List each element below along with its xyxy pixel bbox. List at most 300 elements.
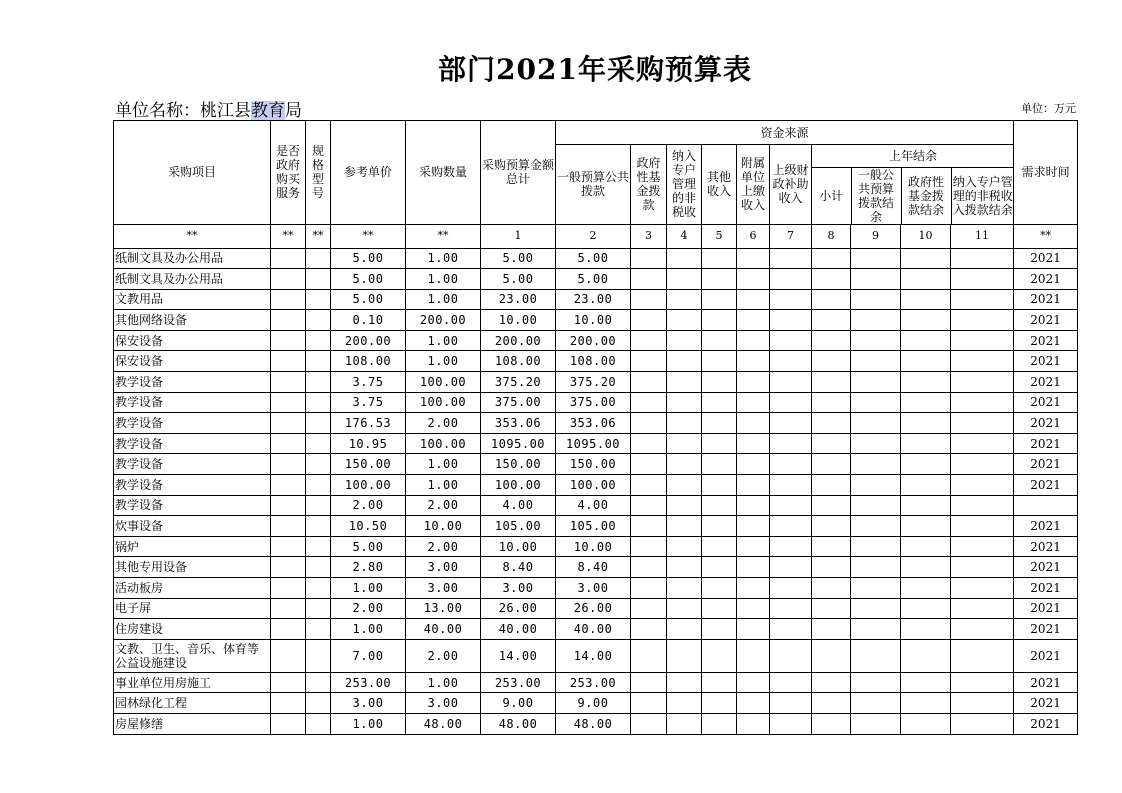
cell-item: 锅炉 — [114, 536, 271, 557]
cell-empty — [702, 536, 737, 557]
cell-empty — [737, 536, 770, 557]
cell-empty — [851, 598, 901, 619]
cell-empty — [702, 454, 737, 475]
cell-empty — [631, 578, 667, 599]
cell-empty — [901, 454, 951, 475]
cell-total: 375.00 — [481, 392, 556, 413]
cell-empty — [812, 495, 851, 516]
cell-empty — [770, 310, 812, 331]
header-gov-service: 是否政府购买服务 — [271, 121, 306, 225]
cell-general-budget: 5.00 — [556, 269, 631, 290]
cell-empty — [812, 557, 851, 578]
cell-empty — [812, 413, 851, 434]
cell-empty — [631, 536, 667, 557]
cell-unit-price: 108.00 — [331, 351, 406, 372]
cell-total: 10.00 — [481, 536, 556, 557]
cell-spec — [306, 536, 331, 557]
cell-general-budget: 14.00 — [556, 639, 631, 672]
table-row — [114, 433, 1078, 454]
cell-empty — [770, 598, 812, 619]
cell-empty — [702, 639, 737, 672]
cell-empty — [770, 619, 812, 640]
cell-gov-service — [271, 557, 306, 578]
cell-empty — [737, 392, 770, 413]
cell-gov-service — [271, 475, 306, 496]
cell-unit-price: 1.00 — [331, 619, 406, 640]
index-cell: ** — [406, 224, 481, 248]
index-row — [114, 224, 1078, 248]
cell-empty — [951, 536, 1014, 557]
cell-empty — [851, 578, 901, 599]
cell-empty — [737, 351, 770, 372]
cell-need-time: 2021 — [1014, 639, 1078, 672]
cell-gov-service — [271, 433, 306, 454]
cell-total: 23.00 — [481, 289, 556, 310]
cell-empty — [702, 330, 737, 351]
cell-empty — [667, 713, 702, 734]
cell-spec — [306, 392, 331, 413]
cell-empty — [667, 672, 702, 693]
cell-need-time: 2021 — [1014, 372, 1078, 393]
cell-unit-price: 5.00 — [331, 289, 406, 310]
table-row — [114, 413, 1078, 434]
cell-general-budget: 23.00 — [556, 289, 631, 310]
cell-total: 5.00 — [481, 269, 556, 290]
cell-empty — [631, 516, 667, 537]
index-cell: 9 — [851, 224, 901, 248]
cell-empty — [770, 693, 812, 714]
cell-empty — [851, 392, 901, 413]
cell-empty — [812, 693, 851, 714]
cell-gov-service — [271, 310, 306, 331]
cell-empty — [667, 598, 702, 619]
cell-need-time — [1014, 495, 1078, 516]
cell-empty — [667, 578, 702, 599]
header-gov-fund-balance: 政府性基金拨款结余 — [901, 167, 951, 224]
cell-item: 电子屏 — [114, 598, 271, 619]
cell-empty — [702, 248, 737, 269]
cell-empty — [951, 433, 1014, 454]
cell-need-time: 2021 — [1014, 392, 1078, 413]
cell-general-budget: 200.00 — [556, 330, 631, 351]
cell-empty — [631, 433, 667, 454]
cell-unit-price: 1.00 — [331, 713, 406, 734]
unit-name — [115, 96, 302, 121]
cell-empty — [631, 413, 667, 434]
header-gov-fund: 政府性基金拨款 — [631, 145, 667, 225]
cell-gov-service — [271, 672, 306, 693]
cell-empty — [901, 392, 951, 413]
cell-general-budget: 10.00 — [556, 536, 631, 557]
cell-empty — [667, 433, 702, 454]
table-row — [114, 330, 1078, 351]
cell-empty — [901, 713, 951, 734]
cell-need-time: 2021 — [1014, 557, 1078, 578]
cell-empty — [702, 557, 737, 578]
index-cell: 1 — [481, 224, 556, 248]
cell-quantity: 2.00 — [406, 536, 481, 557]
cell-empty — [631, 619, 667, 640]
cell-spec — [306, 413, 331, 434]
cell-unit-price: 150.00 — [331, 454, 406, 475]
cell-total: 26.00 — [481, 598, 556, 619]
cell-empty — [737, 693, 770, 714]
index-cell: 4 — [667, 224, 702, 248]
cell-empty — [901, 289, 951, 310]
cell-unit-price: 176.53 — [331, 413, 406, 434]
cell-empty — [951, 495, 1014, 516]
cell-total: 3.00 — [481, 578, 556, 599]
cell-quantity: 3.00 — [406, 557, 481, 578]
table-row — [114, 578, 1078, 599]
cell-general-budget: 4.00 — [556, 495, 631, 516]
cell-need-time: 2021 — [1014, 619, 1078, 640]
cell-gov-service — [271, 392, 306, 413]
cell-empty — [667, 495, 702, 516]
table-row — [114, 372, 1078, 393]
cell-empty — [851, 351, 901, 372]
cell-gov-service — [271, 372, 306, 393]
cell-empty — [631, 693, 667, 714]
cell-need-time: 2021 — [1014, 269, 1078, 290]
cell-item: 教学设备 — [114, 433, 271, 454]
cell-empty — [851, 495, 901, 516]
cell-item: 教学设备 — [114, 372, 271, 393]
cell-empty — [702, 289, 737, 310]
header-other-income: 其他收入 — [702, 145, 737, 225]
cell-empty — [631, 713, 667, 734]
cell-quantity: 1.00 — [406, 269, 481, 290]
cell-empty — [667, 557, 702, 578]
cell-empty — [702, 269, 737, 290]
cell-empty — [702, 413, 737, 434]
cell-empty — [812, 392, 851, 413]
cell-unit-price: 10.95 — [331, 433, 406, 454]
cell-empty — [737, 516, 770, 537]
cell-gov-service — [271, 351, 306, 372]
cell-gov-service — [271, 248, 306, 269]
cell-quantity: 100.00 — [406, 433, 481, 454]
cell-empty — [812, 578, 851, 599]
cell-need-time: 2021 — [1014, 598, 1078, 619]
index-cell: 7 — [770, 224, 812, 248]
header-quantity: 采购数量 — [406, 121, 481, 225]
cell-item: 住房建设 — [114, 619, 271, 640]
index-cell: ** — [114, 224, 271, 248]
cell-total: 10.00 — [481, 310, 556, 331]
cell-empty — [631, 310, 667, 331]
cell-need-time: 2021 — [1014, 330, 1078, 351]
cell-quantity: 2.00 — [406, 639, 481, 672]
cell-spec — [306, 351, 331, 372]
cell-empty — [901, 372, 951, 393]
cell-empty — [770, 639, 812, 672]
table-row — [114, 495, 1078, 516]
cell-quantity: 1.00 — [406, 330, 481, 351]
table-row — [114, 713, 1078, 734]
cell-total: 150.00 — [481, 454, 556, 475]
cell-empty — [737, 269, 770, 290]
cell-empty — [631, 454, 667, 475]
cell-total: 4.00 — [481, 495, 556, 516]
table-row — [114, 310, 1078, 331]
cell-empty — [737, 557, 770, 578]
cell-empty — [951, 598, 1014, 619]
cell-empty — [702, 433, 737, 454]
procurement-budget-table — [113, 120, 1078, 735]
cell-empty — [901, 269, 951, 290]
unit-name-suffix: 局 — [285, 101, 302, 121]
cell-empty — [667, 269, 702, 290]
cell-empty — [951, 578, 1014, 599]
cell-quantity: 1.00 — [406, 351, 481, 372]
cell-empty — [702, 619, 737, 640]
cell-empty — [770, 269, 812, 290]
cell-empty — [901, 433, 951, 454]
cell-empty — [667, 619, 702, 640]
cell-item: 活动板房 — [114, 578, 271, 599]
table-row — [114, 557, 1078, 578]
cell-need-time: 2021 — [1014, 310, 1078, 331]
cell-empty — [737, 672, 770, 693]
cell-need-time: 2021 — [1014, 351, 1078, 372]
cell-empty — [851, 289, 901, 310]
cell-empty — [901, 693, 951, 714]
cell-spec — [306, 269, 331, 290]
cell-spec — [306, 672, 331, 693]
cell-empty — [901, 639, 951, 672]
cell-empty — [951, 672, 1014, 693]
cell-empty — [702, 672, 737, 693]
cell-empty — [702, 713, 737, 734]
cell-empty — [770, 248, 812, 269]
cell-empty — [667, 289, 702, 310]
cell-total: 5.00 — [481, 248, 556, 269]
cell-total: 1095.00 — [481, 433, 556, 454]
cell-empty — [667, 413, 702, 434]
cell-spec — [306, 248, 331, 269]
cell-general-budget: 375.20 — [556, 372, 631, 393]
cell-item: 其他专用设备 — [114, 557, 271, 578]
cell-empty — [901, 248, 951, 269]
cell-total: 100.00 — [481, 475, 556, 496]
cell-empty — [812, 310, 851, 331]
cell-total: 8.40 — [481, 557, 556, 578]
cell-empty — [737, 639, 770, 672]
cell-empty — [770, 578, 812, 599]
index-cell: 3 — [631, 224, 667, 248]
cell-empty — [951, 310, 1014, 331]
cell-empty — [770, 516, 812, 537]
cell-gov-service — [271, 713, 306, 734]
cell-empty — [631, 392, 667, 413]
cell-item: 教学设备 — [114, 454, 271, 475]
cell-unit-price: 0.10 — [331, 310, 406, 331]
cell-empty — [812, 351, 851, 372]
cell-need-time: 2021 — [1014, 672, 1078, 693]
cell-empty — [631, 475, 667, 496]
index-cell: ** — [331, 224, 406, 248]
cell-empty — [667, 454, 702, 475]
header-spec: 规格型号 — [306, 121, 331, 225]
last-year-subtable — [812, 145, 1014, 224]
cell-empty — [631, 248, 667, 269]
cell-empty — [812, 598, 851, 619]
table-row — [114, 619, 1078, 640]
cell-empty — [631, 372, 667, 393]
cell-quantity: 1.00 — [406, 475, 481, 496]
cell-empty — [901, 413, 951, 434]
cell-empty — [812, 330, 851, 351]
cell-total: 253.00 — [481, 672, 556, 693]
cell-general-budget: 9.00 — [556, 693, 631, 714]
cell-need-time: 2021 — [1014, 289, 1078, 310]
table-row — [114, 248, 1078, 269]
cell-empty — [851, 713, 901, 734]
cell-unit-price: 5.00 — [331, 536, 406, 557]
cell-empty — [951, 475, 1014, 496]
cell-empty — [770, 672, 812, 693]
cell-empty — [901, 598, 951, 619]
cell-empty — [770, 713, 812, 734]
header-subtotal: 小计 — [812, 167, 851, 224]
cell-spec — [306, 372, 331, 393]
cell-empty — [770, 433, 812, 454]
cell-empty — [812, 269, 851, 290]
cell-general-budget: 1095.00 — [556, 433, 631, 454]
cell-empty — [770, 413, 812, 434]
cell-total: 40.00 — [481, 619, 556, 640]
cell-empty — [851, 516, 901, 537]
cell-empty — [770, 351, 812, 372]
unit-name-prefix: 单位名称：桃江县 — [115, 101, 251, 121]
cell-empty — [901, 351, 951, 372]
cell-empty — [812, 516, 851, 537]
cell-empty — [851, 269, 901, 290]
cell-empty — [737, 598, 770, 619]
cell-empty — [851, 372, 901, 393]
cell-empty — [631, 672, 667, 693]
cell-empty — [951, 269, 1014, 290]
cell-general-budget: 108.00 — [556, 351, 631, 372]
cell-empty — [851, 536, 901, 557]
table-row — [114, 351, 1078, 372]
cell-item: 教学设备 — [114, 392, 271, 413]
cell-empty — [737, 433, 770, 454]
cell-item: 教学设备 — [114, 495, 271, 516]
table-row — [114, 693, 1078, 714]
cell-empty — [737, 413, 770, 434]
cell-item: 纸制文具及办公用品 — [114, 248, 271, 269]
cell-spec — [306, 330, 331, 351]
unit-name-highlight[interactable]: 教育 — [251, 101, 285, 121]
cell-need-time: 2021 — [1014, 475, 1078, 496]
cell-empty — [770, 495, 812, 516]
cell-general-budget: 253.00 — [556, 672, 631, 693]
cell-item: 文教、卫生、音乐、体育等公益设施建设 — [114, 639, 271, 672]
cell-empty — [851, 672, 901, 693]
cell-general-budget: 26.00 — [556, 598, 631, 619]
cell-spec — [306, 578, 331, 599]
cell-empty — [667, 351, 702, 372]
cell-empty — [812, 433, 851, 454]
cell-gov-service — [271, 619, 306, 640]
cell-spec — [306, 495, 331, 516]
cell-general-budget: 5.00 — [556, 248, 631, 269]
cell-empty — [770, 392, 812, 413]
cell-quantity: 10.00 — [406, 516, 481, 537]
header-affiliate: 附属单位上缴收入 — [737, 145, 770, 225]
table-row — [114, 536, 1078, 557]
cell-empty — [770, 372, 812, 393]
cell-empty — [851, 693, 901, 714]
cell-empty — [901, 619, 951, 640]
cell-general-budget: 105.00 — [556, 516, 631, 537]
cell-gov-service — [271, 330, 306, 351]
cell-quantity: 1.00 — [406, 248, 481, 269]
cell-empty — [667, 475, 702, 496]
table-row — [114, 598, 1078, 619]
cell-item: 教学设备 — [114, 475, 271, 496]
cell-empty — [851, 639, 901, 672]
header-superior: 上级财政补助收入 — [770, 145, 812, 225]
cell-empty — [951, 330, 1014, 351]
cell-empty — [951, 516, 1014, 537]
cell-quantity: 1.00 — [406, 454, 481, 475]
cell-quantity: 2.00 — [406, 495, 481, 516]
cell-total: 375.20 — [481, 372, 556, 393]
cell-unit-price: 3.00 — [331, 693, 406, 714]
cell-spec — [306, 433, 331, 454]
cell-empty — [770, 330, 812, 351]
cell-item: 炊事设备 — [114, 516, 271, 537]
index-cell: ** — [306, 224, 331, 248]
index-cell: 10 — [901, 224, 951, 248]
cell-item: 保安设备 — [114, 351, 271, 372]
cell-empty — [951, 372, 1014, 393]
cell-empty — [667, 310, 702, 331]
cell-empty — [901, 536, 951, 557]
cell-gov-service — [271, 454, 306, 475]
table-row — [114, 289, 1078, 310]
cell-empty — [667, 330, 702, 351]
cell-quantity: 48.00 — [406, 713, 481, 734]
cell-general-budget: 100.00 — [556, 475, 631, 496]
cell-empty — [901, 330, 951, 351]
cell-empty — [702, 598, 737, 619]
cell-empty — [901, 557, 951, 578]
cell-spec — [306, 475, 331, 496]
cell-empty — [737, 578, 770, 599]
cell-empty — [667, 693, 702, 714]
cell-gov-service — [271, 598, 306, 619]
cell-empty — [737, 713, 770, 734]
cell-empty — [631, 330, 667, 351]
table-row — [114, 516, 1078, 537]
header-fund-source: 资金来源 — [556, 121, 1014, 145]
cell-empty — [951, 693, 1014, 714]
table-row — [114, 454, 1078, 475]
cell-total: 48.00 — [481, 713, 556, 734]
cell-need-time: 2021 — [1014, 536, 1078, 557]
cell-empty — [812, 619, 851, 640]
cell-empty — [737, 372, 770, 393]
cell-empty — [851, 454, 901, 475]
index-cell: 5 — [702, 224, 737, 248]
cell-empty — [631, 351, 667, 372]
cell-empty — [901, 516, 951, 537]
cell-empty — [812, 672, 851, 693]
